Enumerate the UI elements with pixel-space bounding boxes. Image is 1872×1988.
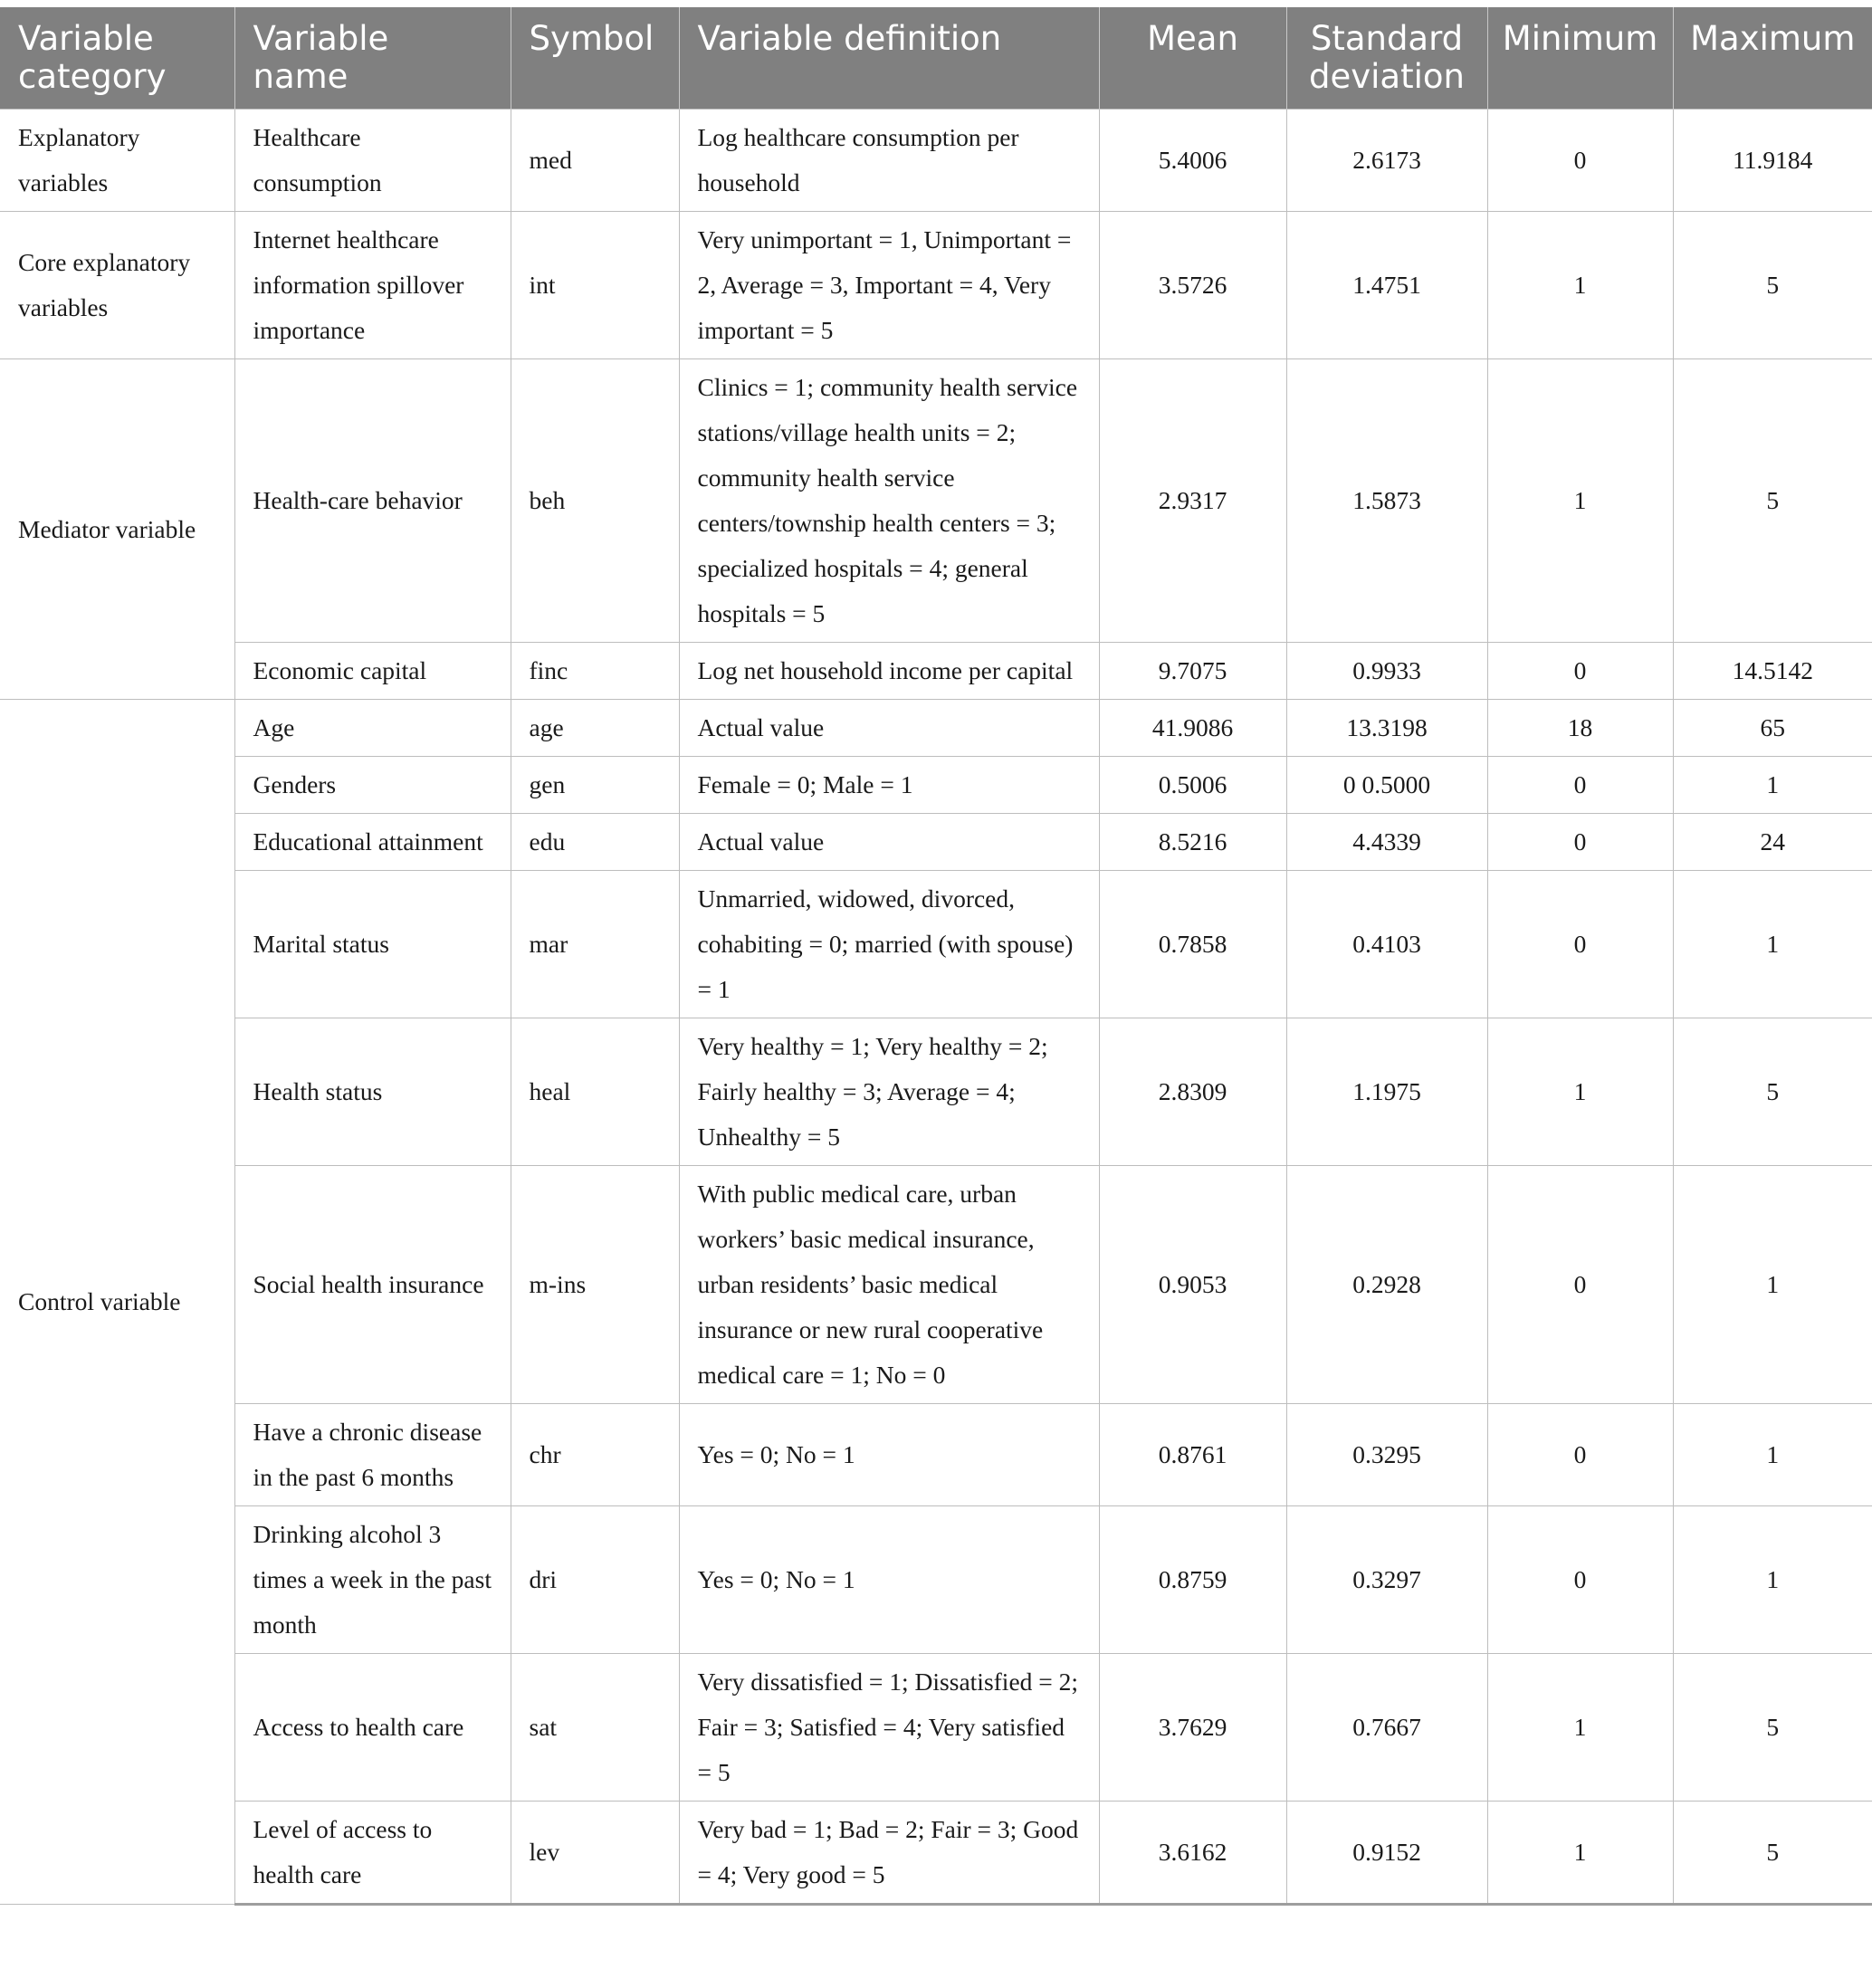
mean-cell: 3.5726 — [1099, 212, 1286, 359]
max-cell: 14.5142 — [1673, 643, 1872, 700]
sd-cell: 0.3295 — [1286, 1404, 1487, 1506]
symbol-cell: m-ins — [511, 1166, 679, 1404]
name-cell: Drinking alcohol 3 times a week in the past month — [234, 1506, 511, 1654]
mean-cell: 2.8309 — [1099, 1018, 1286, 1166]
definition-cell: Very healthy = 1; Very healthy = 2; Fairly healthy = 3; Average = 4; Unhealthy = 5 — [679, 1018, 1099, 1166]
sd-cell: 1.5873 — [1286, 359, 1487, 643]
mean-cell: 5.4006 — [1099, 110, 1286, 212]
header-name: Variable name — [234, 7, 511, 110]
mean-cell: 0.5006 — [1099, 757, 1286, 814]
category-cell: Control variable — [0, 700, 234, 1905]
sd-cell: 0.3297 — [1286, 1506, 1487, 1654]
symbol-cell: dri — [511, 1506, 679, 1654]
max-cell: 1 — [1673, 871, 1872, 1018]
mean-cell: 9.7075 — [1099, 643, 1286, 700]
table-row — [0, 1654, 1872, 1802]
symbol-cell: lev — [511, 1802, 679, 1905]
header-max: Maximum — [1673, 7, 1872, 110]
max-cell: 1 — [1673, 1404, 1872, 1506]
min-cell: 1 — [1487, 359, 1673, 643]
table-row — [0, 700, 1872, 757]
definition-cell: Very dissatisfied = 1; Dissatisfied = 2; Fair = 3; Satisfied = 4; Very satisfied = 5 — [679, 1654, 1099, 1802]
symbol-cell: int — [511, 212, 679, 359]
name-cell: Marital status — [234, 871, 511, 1018]
definition-cell: With public medical care, urban workers’ basic medical insurance, urban residents’ basic medical insurance or new rural cooperative medical care = 1; No = 0 — [679, 1166, 1099, 1404]
sd-cell: 1.4751 — [1286, 212, 1487, 359]
definition-cell: Unmarried, widowed, divorced, cohabiting = 0; married (with spouse) = 1 — [679, 871, 1099, 1018]
max-cell: 1 — [1673, 1166, 1872, 1404]
max-cell: 5 — [1673, 1802, 1872, 1905]
mean-cell: 0.9053 — [1099, 1166, 1286, 1404]
header-sd: Standard deviation — [1286, 7, 1487, 110]
category-cell: Explanatory variables — [0, 110, 234, 212]
variables-table — [0, 7, 1872, 1906]
mean-cell: 2.9317 — [1099, 359, 1286, 643]
table-row — [0, 871, 1872, 1018]
table-row — [0, 643, 1872, 700]
name-cell: Access to health care — [234, 1654, 511, 1802]
mean-cell: 0.8759 — [1099, 1506, 1286, 1654]
name-cell: Social health insurance — [234, 1166, 511, 1404]
min-cell: 1 — [1487, 1654, 1673, 1802]
mean-cell: 3.6162 — [1099, 1802, 1286, 1905]
sd-cell: 0.9933 — [1286, 643, 1487, 700]
table-row — [0, 110, 1872, 212]
min-cell: 0 — [1487, 1506, 1673, 1654]
sd-cell: 0.7667 — [1286, 1654, 1487, 1802]
sd-cell: 1.1975 — [1286, 1018, 1487, 1166]
symbol-cell: heal — [511, 1018, 679, 1166]
name-cell: Genders — [234, 757, 511, 814]
mean-cell: 0.8761 — [1099, 1404, 1286, 1506]
header-min: Minimum — [1487, 7, 1673, 110]
sd-cell: 0 0.5000 — [1286, 757, 1487, 814]
max-cell: 24 — [1673, 814, 1872, 871]
table-row — [0, 1018, 1872, 1166]
max-cell: 11.9184 — [1673, 110, 1872, 212]
symbol-cell: sat — [511, 1654, 679, 1802]
sd-cell: 4.4339 — [1286, 814, 1487, 871]
name-cell: Economic capital — [234, 643, 511, 700]
table-row — [0, 1802, 1872, 1905]
table-row — [0, 814, 1872, 871]
table-row — [0, 359, 1872, 643]
min-cell: 0 — [1487, 643, 1673, 700]
table-row — [0, 1166, 1872, 1404]
name-cell: Health status — [234, 1018, 511, 1166]
category-cell: Mediator variable — [0, 359, 234, 700]
min-cell: 18 — [1487, 700, 1673, 757]
name-cell: Health-care behavior — [234, 359, 511, 643]
definition-cell: Yes = 0; No = 1 — [679, 1506, 1099, 1654]
definition-cell: Actual value — [679, 700, 1099, 757]
name-cell: Age — [234, 700, 511, 757]
name-cell: Have a chronic disease in the past 6 months — [234, 1404, 511, 1506]
table-row — [0, 1404, 1872, 1506]
definition-cell: Yes = 0; No = 1 — [679, 1404, 1099, 1506]
max-cell: 5 — [1673, 359, 1872, 643]
name-cell: Internet healthcare information spillover importance — [234, 212, 511, 359]
sd-cell: 2.6173 — [1286, 110, 1487, 212]
min-cell: 0 — [1487, 110, 1673, 212]
min-cell: 0 — [1487, 1166, 1673, 1404]
header-mean: Mean — [1099, 7, 1286, 110]
mean-cell: 0.7858 — [1099, 871, 1286, 1018]
min-cell: 0 — [1487, 814, 1673, 871]
min-cell: 1 — [1487, 212, 1673, 359]
sd-cell: 0.9152 — [1286, 1802, 1487, 1905]
header-category: Variable category — [0, 7, 234, 110]
definition-cell: Female = 0; Male = 1 — [679, 757, 1099, 814]
definition-cell: Very unimportant = 1, Unimportant = 2, Average = 3, Important = 4, Very important = 5 — [679, 212, 1099, 359]
sd-cell: 0.2928 — [1286, 1166, 1487, 1404]
table-row — [0, 757, 1872, 814]
sd-cell: 13.3198 — [1286, 700, 1487, 757]
header-definition: Variable definition — [679, 7, 1099, 110]
symbol-cell: med — [511, 110, 679, 212]
max-cell: 1 — [1673, 757, 1872, 814]
definition-cell: Very bad = 1; Bad = 2; Fair = 3; Good = 4; Very good = 5 — [679, 1802, 1099, 1905]
symbol-cell: finc — [511, 643, 679, 700]
min-cell: 1 — [1487, 1018, 1673, 1166]
max-cell: 5 — [1673, 1018, 1872, 1166]
mean-cell: 41.9086 — [1099, 700, 1286, 757]
min-cell: 0 — [1487, 1404, 1673, 1506]
table-row — [0, 1506, 1872, 1654]
symbol-cell: gen — [511, 757, 679, 814]
definition-cell: Clinics = 1; community health service stations/village health units = 2; community health service centers/township health centers = 3; specialized hospitals = 4; general hospitals = 5 — [679, 359, 1099, 643]
symbol-cell: chr — [511, 1404, 679, 1506]
definition-cell: Log net household income per capital — [679, 643, 1099, 700]
name-cell: Level of access to health care — [234, 1802, 511, 1905]
min-cell: 0 — [1487, 871, 1673, 1018]
name-cell: Educational attainment — [234, 814, 511, 871]
definition-cell: Actual value — [679, 814, 1099, 871]
sd-cell: 0.4103 — [1286, 871, 1487, 1018]
mean-cell: 3.7629 — [1099, 1654, 1286, 1802]
symbol-cell: beh — [511, 359, 679, 643]
symbol-cell: edu — [511, 814, 679, 871]
max-cell: 65 — [1673, 700, 1872, 757]
header-symbol: Symbol — [511, 7, 679, 110]
min-cell: 0 — [1487, 757, 1673, 814]
symbol-cell: age — [511, 700, 679, 757]
definition-cell: Log healthcare consumption per household — [679, 110, 1099, 212]
category-cell: Core explanatory variables — [0, 212, 234, 359]
max-cell: 1 — [1673, 1506, 1872, 1654]
table-row — [0, 212, 1872, 359]
name-cell: Healthcare consumption — [234, 110, 511, 212]
header-row — [0, 7, 1872, 110]
min-cell: 1 — [1487, 1802, 1673, 1905]
max-cell: 5 — [1673, 212, 1872, 359]
symbol-cell: mar — [511, 871, 679, 1018]
max-cell: 5 — [1673, 1654, 1872, 1802]
mean-cell: 8.5216 — [1099, 814, 1286, 871]
